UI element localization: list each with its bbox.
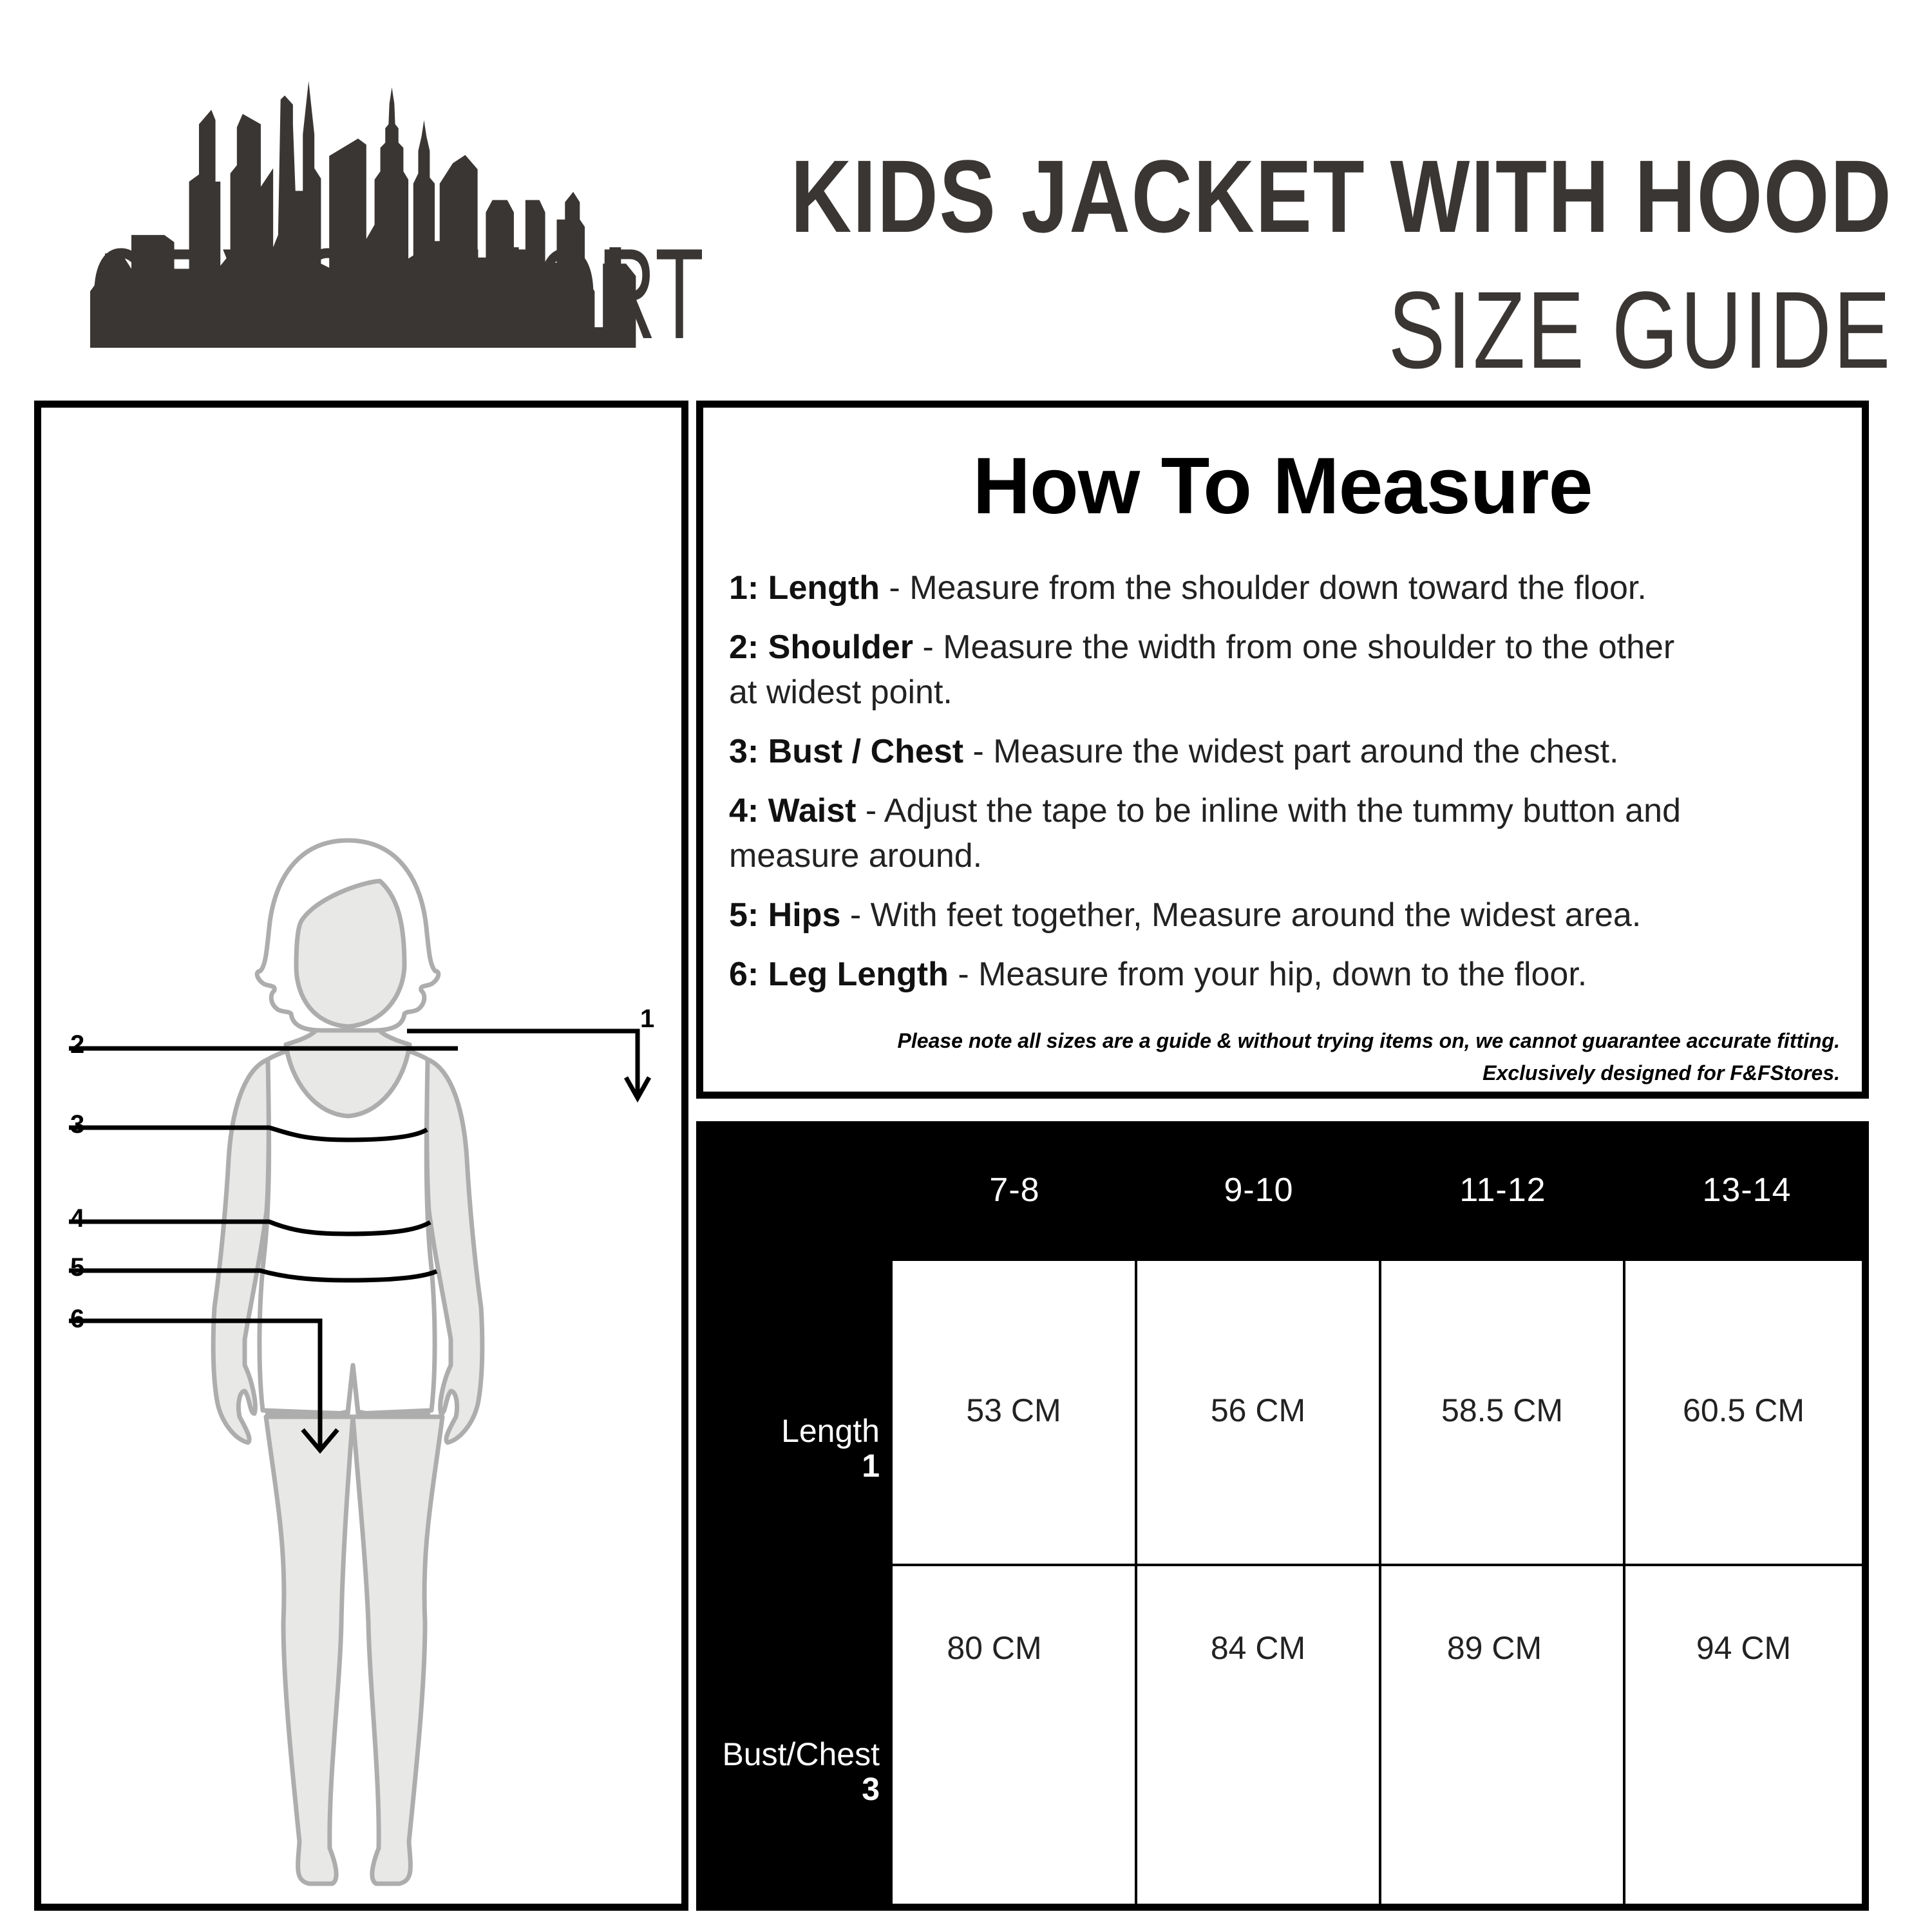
brand-name: CITY COMFORT xyxy=(90,222,705,366)
row-label-bust-chest: Bust/Chest 3 xyxy=(722,1736,880,1807)
table-cell: 58.5 CM xyxy=(1381,1261,1623,1564)
product-title: KIDS JACKET WITH HOOD xyxy=(790,138,1892,254)
figure-label-2: 2 xyxy=(70,1030,85,1059)
measure-instructions-list xyxy=(729,565,1824,1011)
figure-label-6: 6 xyxy=(70,1305,85,1333)
how-to-measure-panel xyxy=(696,401,1869,1099)
figure-label-3: 3 xyxy=(70,1110,85,1139)
measure-item-shoulder: 2: Shoulder - Measure the width from one shoulder to the other at widest point. xyxy=(729,629,1675,711)
row-label-column xyxy=(696,1259,893,1911)
measure-item-bust-chest: 3: Bust / Chest - Measure the widest part around the chest. xyxy=(729,733,1619,770)
measure-item-length: 1: Length - Measure from the shoulder down toward the floor. xyxy=(729,569,1647,607)
table-cell: 94 CM xyxy=(1625,1566,1862,1904)
column-header-7-8: 7-8 xyxy=(989,1171,1040,1209)
measure-item-hips: 5: Hips - With feet together, Measure around the widest area. xyxy=(729,896,1642,934)
table-cell: 53 CM xyxy=(893,1261,1135,1564)
figure-label-4: 4 xyxy=(70,1204,85,1233)
how-to-measure-heading: How To Measure xyxy=(972,442,1593,531)
page-subtitle: SIZE GUIDE xyxy=(1388,269,1892,392)
measure-item-leg-length: 6: Leg Length - Measure from your hip, down to the floor. xyxy=(729,956,1587,993)
figure-label-5: 5 xyxy=(70,1253,85,1282)
figure-label-1: 1 xyxy=(640,1005,655,1033)
fit-disclaimer: Please note all sizes are a guide & without trying items on, we cannot guarantee accurate fitting. Exclusively designed for F&FStores. xyxy=(897,1029,1840,1084)
size-table-header xyxy=(696,1121,1869,1259)
column-header-9-10: 9-10 xyxy=(1224,1171,1294,1209)
table-cell: 89 CM xyxy=(1381,1566,1623,1904)
table-cell: 56 CM xyxy=(1137,1261,1379,1564)
column-header-11-12: 11-12 xyxy=(1459,1171,1546,1209)
column-header-13-14: 13-14 xyxy=(1702,1171,1792,1209)
brand-logo xyxy=(90,71,705,366)
table-cell: 80 CM xyxy=(893,1566,1135,1904)
row-label-length: Length 1 xyxy=(781,1413,880,1484)
table-cell: 84 CM xyxy=(1137,1566,1379,1904)
body-figure-panel xyxy=(34,401,688,1911)
measure-item-waist: 4: Waist - Adjust the tape to be inline with the tummy button and measure around. xyxy=(729,792,1681,875)
table-cell: 60.5 CM xyxy=(1625,1261,1862,1564)
child-body-outline-icon xyxy=(41,408,681,1904)
size-table xyxy=(696,1121,1869,1911)
